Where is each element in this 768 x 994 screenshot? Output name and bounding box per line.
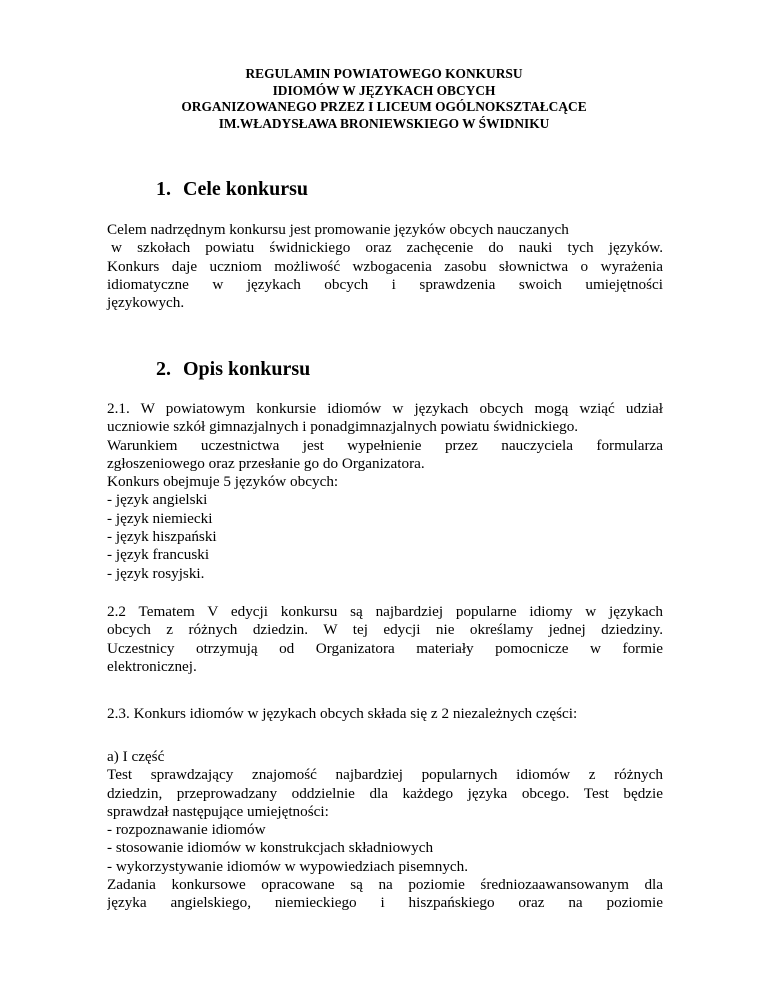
text-line: Celem nadrzędnym konkursu jest promowanie języków obcych nauczanych	[107, 221, 569, 238]
section-1-heading	[156, 177, 308, 201]
text-line: Konkurs obejmuje 5 języków obcych:	[107, 473, 339, 491]
list-item: - język rosyjski.	[107, 564, 205, 582]
part-one-paragraph	[107, 748, 663, 913]
text-line: Zadania konkursowe opracowane są na poziomie średniozaawansowanym dla	[107, 876, 663, 894]
section-2-number: 2.	[156, 358, 171, 380]
section-1-number: 1.	[156, 178, 171, 200]
text-line: uczniowie szkół gimnazjalnych i ponadgimnazjalnych powiatu świdnickiego.	[107, 418, 579, 436]
section-1-paragraph	[107, 221, 663, 312]
list-item: - język francuski	[107, 546, 210, 564]
text-line: 2.2 Tematem V edycji konkursu są najbardziej popularne idiomy w językach	[107, 603, 663, 620]
title-line: REGULAMIN POWIATOWEGO KONKURSU	[245, 66, 523, 81]
section-2-3-paragraph	[107, 705, 663, 723]
section-1-title: Cele konkursu	[183, 178, 309, 200]
text-line: 2.3. Konkurs idiomów w językach obcych składa się z 2 niezależnych części:	[107, 705, 578, 722]
list-item: - język niemiecki	[107, 509, 213, 527]
subheading: a) I część	[107, 748, 165, 765]
text-line: zgłoszeniowego oraz przesłanie go do Organizatora.	[107, 454, 425, 472]
text-line: dziedzin, przeprowadzany oddzielnie dla każdego języka obcego. Test będzie	[107, 784, 663, 802]
text-line: Uczestnicy otrzymują od Organizatora materiały pomocnicze w formie	[107, 639, 663, 657]
text-line: w szkołach powiatu świdnickiego oraz zachęcenie do nauki tych języków.	[111, 239, 663, 257]
text-line: 2.1. W powiatowym konkursie idiomów w językach obcych mogą wziąć udział	[107, 400, 663, 417]
text-line: językowych.	[107, 294, 185, 312]
title-line: IM.WŁADYSŁAWA BRONIEWSKIEGO W ŚWIDNIKU	[218, 115, 550, 131]
section-2-title: Opis konkursu	[183, 358, 311, 380]
list-item: - język angielski	[107, 491, 208, 509]
text-line: obcych z różnych dziedzin. W tej edycji nie określamy jednej dziedziny.	[107, 621, 663, 639]
text-line: idiomatyczne w językach obcych i sprawdzenia swoich umiejętności	[107, 275, 663, 293]
list-item: - stosowanie idiomów w konstrukcjach składniowych	[107, 839, 434, 857]
title-line: IDIOMÓW W JĘZYKACH OBCYCH	[272, 82, 496, 98]
section-2-heading	[156, 357, 310, 381]
section-2-2-paragraph	[107, 603, 663, 676]
text-line: Test sprawdzający znajomość najbardziej popularnych idiomów z różnych	[107, 766, 663, 784]
list-item: - wykorzystywanie idiomów w wypowiedziach pisemnych.	[107, 857, 469, 875]
text-line: Konkurs daje uczniom możliwość wzbogacenia zasobu słownictwa o wyrażenia	[107, 257, 663, 275]
list-item: - rozpoznawanie idiomów	[107, 821, 266, 839]
text-line: języka angielskiego, niemieckiego i hiszpańskiego oraz na poziomie	[107, 894, 663, 912]
text-line: Warunkiem uczestnictwa jest wypełnienie przez nauczyciela formularza	[107, 436, 663, 454]
text-line: elektronicznej.	[107, 657, 197, 675]
title-line: ORGANIZOWANEGO PRZEZ I LICEUM OGÓLNOKSZTAŁCĄCE	[181, 99, 587, 115]
document-title	[0, 66, 768, 132]
list-item: - język hiszpański	[107, 528, 217, 546]
section-2-1-paragraph	[107, 400, 663, 583]
text-line: sprawdzał następujące umiejętności:	[107, 802, 329, 820]
